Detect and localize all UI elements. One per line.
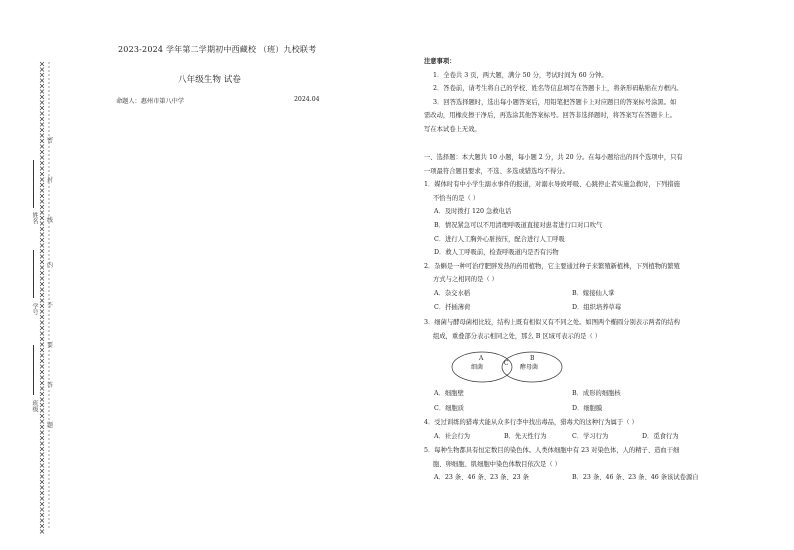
question-1-option-b: B．情况紧急可以不用清理呼吸道直接对患者进行口对口吹气 <box>434 221 603 229</box>
note-line: 1．全卷共 3 页，两大题，满分 50 分，考试时间为 60 分钟。 <box>433 71 608 79</box>
seal-char: 不 <box>47 302 54 309</box>
question-3-option-c: C．细胞质 <box>434 404 465 412</box>
venn-label-c: C <box>504 360 509 368</box>
question-5-stem-cont: 胞、卵细胞、肌细胞中染色体数目依次是（ ） <box>433 460 561 468</box>
venn-diagram <box>424 343 732 387</box>
question-4-options-row <box>424 430 732 445</box>
binding-strip <box>0 0 62 550</box>
seal-char: 答 <box>47 382 54 389</box>
seal-char: 线 <box>47 217 54 224</box>
note-line: 需改动，用橡皮擦干净后，再选涂其他答案标号。回答非选择题时，将答案写在答题卡上。 <box>424 112 676 120</box>
note-line: 2．答卷前，请考生将自己的学校、姓名等信息填写在答题卡上，将条形码粘贴在方框内。 <box>433 85 683 93</box>
class-field-line[interactable] <box>33 345 34 395</box>
question-4-option-d: D．觅食行为 <box>642 432 679 440</box>
question-4-option-b: B．先天性行为 <box>504 432 547 440</box>
section-one <box>424 151 732 486</box>
question-5-option-a: A．23 条、46 条、23 条、23 条 <box>434 474 529 482</box>
question-2-stem: 2．杂蝌是一种可治疗肥胖发热的药用植物，它主要通过种子来繁殖新植株，下列植物的繁殖 <box>424 262 680 270</box>
class-field-label: 班级 <box>31 400 38 412</box>
question-3-options-row <box>424 402 732 417</box>
seal-char: 密 <box>47 137 54 144</box>
question-3-option-a: A．细胞壁 <box>434 390 464 398</box>
name-field-line[interactable] <box>33 160 34 208</box>
question-4-option-c: C．学习行为 <box>572 432 609 440</box>
question-3-option-d: D．细胞膜 <box>572 404 603 412</box>
question-1-option-a: A．及时拨打 120 急救电话 <box>434 208 512 216</box>
exam-date: 2024.04 <box>294 96 320 103</box>
seal-char: 题 <box>47 422 54 429</box>
venn-label-a: A <box>479 355 484 363</box>
question-2-options-row <box>424 287 732 302</box>
question-2-option-d: D．组织培养草莓 <box>572 304 622 312</box>
question-4-option-a: A．社会行为 <box>434 432 471 440</box>
question-4-stem: 4．受过训练的猎毒犬能从众多行李中找出毒品，猎毒犬的这种行为属于（ ） <box>424 419 638 427</box>
exam-subtitle: 八年级生物 试卷 <box>178 75 241 85</box>
setter-line: 命题人：惠州市第八中学 <box>116 98 185 105</box>
seal-char: 封 <box>47 177 54 184</box>
venn-label-bacteria: 细菌 <box>471 364 484 372</box>
question-5-options-row <box>424 471 732 486</box>
student-id-field-line[interactable] <box>33 250 34 298</box>
question-2-option-a: A．杂交水稻 <box>434 289 471 297</box>
question-1-stem-cont: 不恰当的是（ ） <box>433 194 480 202</box>
question-1-stem: 1．媒体时有中小学生溺水事件的报道，对溺水导致呼吸、心跳停止者实施急救时，下列措施 <box>424 181 680 189</box>
question-2-options-row <box>424 301 732 316</box>
section-heading: 一、选择题：本大题共 10 小题，每小题 2 分，共 20 分。在每小题给出的四个选项中，只有 <box>424 154 683 161</box>
seal-char: 内 <box>47 262 54 269</box>
question-5-option-b: B．23 条、46 条、23 条、46 条该试卷源自 <box>572 474 699 482</box>
section-heading-cont: 一项最符合题目要求，不选、多选或错选均不得分。 <box>424 167 569 175</box>
exam-title: 2023-2024 学年第二学期初中西藏校 （班）九校联考 <box>118 45 317 54</box>
student-id-field-label: 学号 <box>31 303 38 315</box>
note-line: 3．回答选择题时，选出每小题答案后，用铅笔把答题卡上对应题目的答案标号涂黑。如 <box>433 98 677 106</box>
question-1-option-d: D．救人工呼吸前，检查呼吸道内是否有污物 <box>434 249 559 257</box>
question-5-stem: 5．每种生物都具有恒定数目的染色体。人类体细胞中有 23 对染色体，人的精子、造血干细 <box>424 447 680 455</box>
question-1-option-c: C．进行人工胸外心脏按压，配合进行人工呼吸 <box>434 235 565 243</box>
note-line: 写在本试卷上无效。 <box>424 125 481 133</box>
name-field-label: 姓名 <box>31 212 38 224</box>
question-3-options-row <box>424 387 732 402</box>
question-2-option-b: B．嫁接仙人掌 <box>572 289 615 297</box>
question-3-stem: 3．细菌与酵母菌相比较，结构上既有相似又有不同之处。如图两个椭圆分别表示两者的结构 <box>424 318 680 326</box>
venn-label-b: B <box>530 355 535 363</box>
question-3-stem-cont: 组成，重叠部分表示相同之处，那么 B 区域可表示的是（ ） <box>433 332 602 340</box>
seal-char: 要 <box>47 342 54 349</box>
venn-label-yeast: 酵母菌 <box>520 364 539 372</box>
question-3-option-b: B．成形的细胞核 <box>572 390 621 398</box>
question-2-stem-cont: 方式与之相同的是（ ） <box>433 276 498 284</box>
notes-block <box>424 55 732 137</box>
notes-heading: 注意事项： <box>424 58 456 65</box>
binding-strip-border <box>0 0 62 550</box>
question-2-option-c: C．扦插薄荷 <box>434 304 471 312</box>
